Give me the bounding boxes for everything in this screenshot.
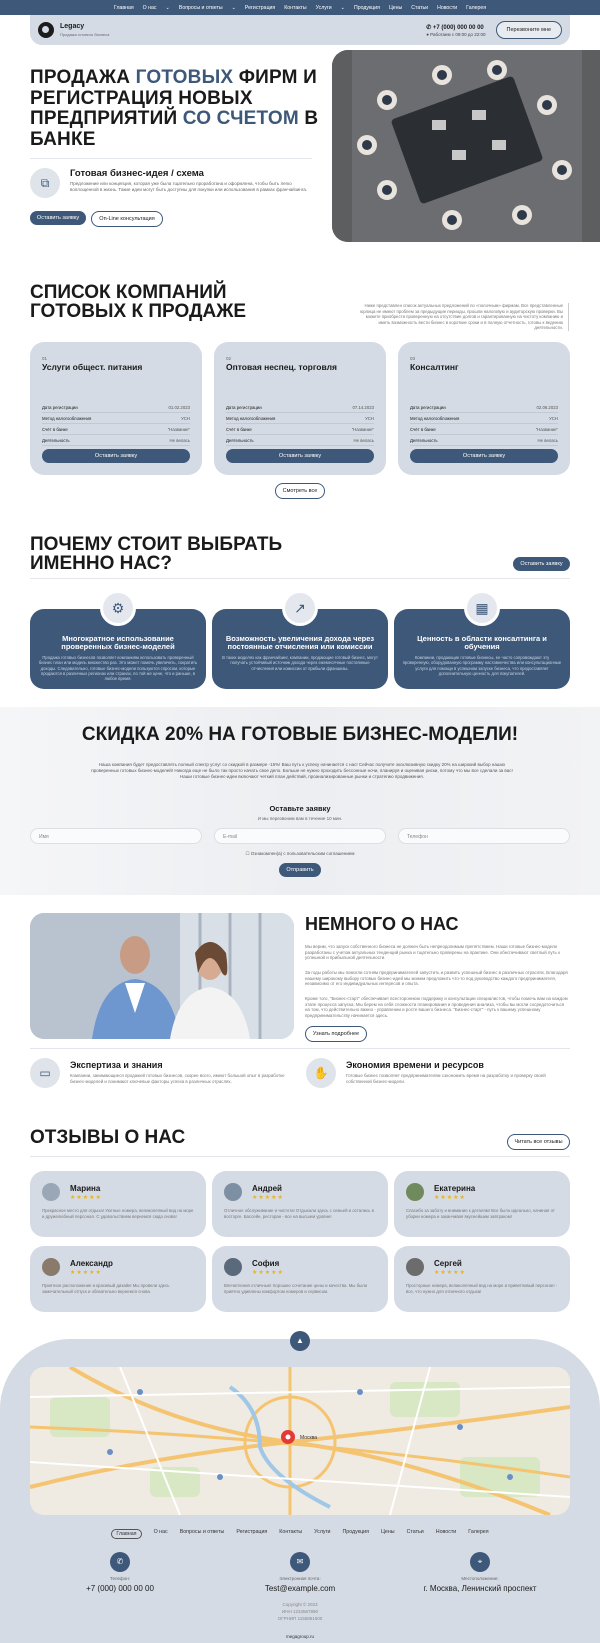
card-title: Оптовая неспец. торговля xyxy=(226,362,337,372)
avatar xyxy=(406,1183,424,1201)
about-title: НЕМНОГО О НАС xyxy=(305,914,459,934)
avatar xyxy=(224,1258,242,1276)
why-card-title: Многократное использование проверенных бизнес-моделей xyxy=(61,634,175,651)
footer-nav-item[interactable]: Регистрация xyxy=(236,1529,268,1535)
review-text: Отличное обслуживание и чистота! Отдыхали здесь с семьей и остались в восторге. Бассейн, ресторан - все на высшем уровне! xyxy=(224,1208,374,1219)
card-number: 01 xyxy=(42,356,48,361)
nav-item[interactable]: Продукция xyxy=(353,4,380,11)
review-card xyxy=(30,1171,206,1237)
email-input[interactable]: E-mail xyxy=(214,828,386,844)
review-card xyxy=(394,1246,570,1312)
star-rating: ★★★★★ xyxy=(70,1195,102,1201)
nav-item[interactable]: Вопросы и ответы xyxy=(178,4,223,11)
divider xyxy=(30,158,312,159)
chevron-up-icon[interactable]: ▲ xyxy=(296,1336,304,1345)
footer-nav-item[interactable]: Статьи xyxy=(406,1529,424,1535)
feature-desc: Компании, занимающиеся продажей готовых бизнесов, скорее всего, имеют большой опыт в разработке бизнес-моделей и понимают ключевые факторы успеха в различных отраслях. xyxy=(70,1073,285,1084)
gears-icon: ⚙ xyxy=(100,590,136,626)
card-row xyxy=(42,427,190,435)
map[interactable] xyxy=(30,1367,570,1515)
about-photo xyxy=(30,913,294,1039)
why-order-button[interactable]: Оставить заявку xyxy=(513,557,570,571)
copyright xyxy=(0,1601,600,1622)
card-row-label: Метод налогообложения xyxy=(42,416,92,421)
nav-item[interactable]: Регистрация xyxy=(244,4,276,11)
location-pin-icon[interactable]: ⌖ xyxy=(470,1552,490,1572)
why-card-desc: В таких моделях как франчайзинг, компании, продающие готовый бизнес, могут получать устойчивый источник дохода через ежемесячные постоянные отчисления или комиссии от прибыли франшизы. xyxy=(222,655,378,671)
card-row-label: Счёт в банке xyxy=(42,427,68,432)
brand xyxy=(60,23,109,37)
hero-title-accent: ГОТОВЫХ xyxy=(135,67,234,88)
feature-economy xyxy=(306,1058,571,1088)
company-card xyxy=(398,342,570,475)
mail-icon[interactable]: ✉ xyxy=(290,1552,310,1572)
scroll-up-button[interactable] xyxy=(290,1331,310,1351)
card-row-label: Дата регистрации xyxy=(226,405,262,410)
copyright-line: Copyright © 2023 xyxy=(282,1602,318,1607)
footer-nav-item[interactable]: Главная xyxy=(111,1529,141,1539)
review-card xyxy=(212,1171,388,1237)
card-row xyxy=(410,405,558,413)
work-hours: Работаем с 09:00 до 22:00 xyxy=(430,31,486,37)
card-title: Услуги общест. питания xyxy=(42,362,143,372)
card-row xyxy=(226,438,374,446)
review-name: Сергей xyxy=(434,1259,462,1268)
hero-title-part: В БАНКЕ xyxy=(30,108,319,150)
agree-checkbox[interactable] xyxy=(0,851,600,857)
feature-expertise xyxy=(30,1058,295,1088)
star-rating: ★★★★★ xyxy=(252,1195,284,1201)
promo-description: Наша компания будет предоставлять полный спектр услуг со скидкой в размере -15%! Ваш путь к успеху начинается с нас! Сейчас получите эксклюзивную скидку 20% на широкий выбор наших проверенных готовых бизнес-моделей! Никогда еще не было так просто начать свое дело. Больше не нужно проходить бессонные ночи, планируя и оценивая риски, потому что мы все сделали за вас! Наши готовые бизнес-идеи включают четкий план действий, проанализированные рынки и стратегию продвижения. xyxy=(91,762,513,779)
hero-consult-button[interactable]: On-Line консультация xyxy=(91,211,163,227)
agree-label: Ознакомлен(а) с пользовательским соглашением xyxy=(250,851,355,856)
all-reviews-button[interactable]: Читать все отзывы xyxy=(507,1134,570,1150)
card-row xyxy=(410,416,558,424)
card-number: 03 xyxy=(410,356,416,361)
callback-button[interactable]: Перезвоните мне xyxy=(496,21,562,39)
card-row xyxy=(226,416,374,424)
card-row xyxy=(42,438,190,446)
card-row-label: Дата регистрации xyxy=(410,405,446,410)
why-card-desc: Компании, продающие готовые бизнесы, ее часто сопровождают эту проверенную, оборудованную программу наставничества или консультационные услуги для помощи в успешном запуске бизнеса, что предоставляет дополнительную ценность для покупателей. xyxy=(402,655,562,676)
footer-phone xyxy=(30,1552,210,1593)
avatar xyxy=(406,1258,424,1276)
handshake-icon: ✋ xyxy=(306,1058,336,1088)
review-text: Спасибо за заботу и внимание к деталям! Все было идеально, начиная от уборки номера и заканчивая вкуснейшим завтраком! xyxy=(406,1208,555,1219)
hero-subtitle: Готовая бизнес-идея / схема xyxy=(70,168,204,179)
card-order-button[interactable]: Оставить заявку xyxy=(410,449,558,463)
why-card-title: Возможность увеличения дохода через постоянные отчисления или комиссии xyxy=(225,634,375,651)
promo-title: СКИДКА 20% НА ГОТОВЫЕ БИЗНЕС-МОДЕЛИ! xyxy=(81,724,519,745)
footer-nav-item[interactable]: Услуги xyxy=(314,1529,331,1535)
footer-nav xyxy=(0,1529,600,1539)
card-row xyxy=(226,427,374,435)
nav-item[interactable]: Услуги xyxy=(315,4,332,11)
promo-form-title xyxy=(0,804,600,821)
chevron-down-icon[interactable]: ⌄ xyxy=(231,4,236,11)
list-title: СПИСОК КОМПАНИЙ ГОТОВЫХ К ПРОДАЖЕ xyxy=(30,282,247,322)
review-name: Марина xyxy=(70,1184,101,1193)
footer-nav-item[interactable]: Цены xyxy=(380,1529,395,1535)
hero-order-button[interactable]: Оставить заявку xyxy=(30,211,86,225)
card-row xyxy=(410,427,558,435)
logo-icon[interactable] xyxy=(38,22,54,38)
reviews-title: ОТЗЫВЫ О НАС xyxy=(30,1127,186,1148)
form-title: Оставьте заявку xyxy=(269,804,331,813)
nav-item[interactable]: Цены xyxy=(388,4,403,11)
footer-email xyxy=(210,1552,390,1593)
review-text: Прекрасное место для отдыха! Уютные номера, великолепный вид на море и дружелюбный персонал. С удовольствием вернемся сюда снова! xyxy=(42,1208,194,1219)
footer-nav-item[interactable]: Контакты xyxy=(279,1529,303,1535)
feature-title: Экспертиза и знания xyxy=(70,1060,163,1070)
hero-title-accent: СО СЧЕТОМ xyxy=(182,108,299,129)
card-row xyxy=(42,405,190,413)
form-subtitle: И мы перезвоним вам в течение 10 мин. xyxy=(257,816,343,821)
inn-line: ИНН 1234567890 xyxy=(281,1609,318,1614)
header-bar xyxy=(30,15,570,45)
about-paragraph: За годы работы мы помогли сотням предпринимателей запустить и развить успешный бизнес в различных отраслях. Благодаря нашему широкому выбору готовых бизнес-идей мы можем предложить что-то под руководство каждого предпринимателя, независимо от его индивидуальных интересов и опыта. xyxy=(305,970,568,987)
company-card xyxy=(214,342,386,475)
company-card xyxy=(30,342,202,475)
ogrn-line: ОГРНИП 1155861500 xyxy=(277,1616,323,1621)
divider xyxy=(30,578,570,579)
growth-icon: ↗ xyxy=(282,590,318,626)
review-name: Екатерина xyxy=(434,1184,476,1193)
review-text: Приятное расположение и красивый дизайн! Мы провели здесь замечательный отпуск и обязательно вернемся снова. xyxy=(42,1283,170,1294)
review-card xyxy=(394,1171,570,1237)
footer-label: Местоположение: xyxy=(461,1576,499,1581)
map-city-label: Москва xyxy=(300,1435,318,1441)
hero-description: Предложение или концепция, которая уже была тщательно проработана и оформлена, чтобы быть легко воплощенной в жизнь. Такие идеи могут быть доступны для покупки или использования в рамках франчайзинга. xyxy=(70,181,308,192)
nav-item[interactable]: О нас xyxy=(142,4,157,11)
footer-nav-item[interactable]: Вопросы и ответы xyxy=(179,1529,225,1535)
brand-name: Legacy xyxy=(60,23,85,30)
feature-title: Экономия времени и ресурсов xyxy=(346,1060,484,1070)
header-phone[interactable] xyxy=(426,24,485,37)
review-card xyxy=(30,1246,206,1312)
name-input[interactable]: Имя xyxy=(30,828,202,844)
divider xyxy=(30,1048,570,1049)
chart-icon: ▦ xyxy=(464,590,500,626)
card-row-value: "Название" xyxy=(351,427,374,432)
list-description: Ниже представлен список актуальных предложений по «полочным» фирмам. Все представленные юрлица не имеют проблем за предыдущие периоды, прошли налоговую и аудиторскую проверки. Вы можете приобрести проверенную на отсутствие долгов и гарантированную на чистоту компанию и иметь возможность вести бизнес в короткие сроки и в полную отчетность, готовы к ведению деятельности. xyxy=(354,303,569,331)
nav-item[interactable]: Галерея xyxy=(466,4,487,11)
review-name: Александр xyxy=(70,1259,113,1268)
submit-button[interactable]: Отправить xyxy=(279,863,321,877)
card-title: Консалтинг xyxy=(410,362,459,372)
footer-label: Электронная почта: xyxy=(279,1576,321,1581)
card-row-value: Не велась xyxy=(537,438,558,443)
card-number: 02 xyxy=(226,356,232,361)
card-row xyxy=(226,405,374,413)
footer-nav-item[interactable]: Новости xyxy=(435,1529,457,1535)
card-row-value: 07.14.2023 xyxy=(352,405,374,410)
nav-item[interactable]: Контакты xyxy=(284,4,307,11)
hero-title-part: ФИРМ И РЕГИСТРАЦИЯ НОВЫХ ПРЕДПРИЯТИЙ xyxy=(30,67,317,129)
hero-photo xyxy=(332,50,600,242)
card-row-label: Счёт в банке xyxy=(226,427,252,432)
card-row-value: УСН xyxy=(181,416,190,421)
footer-value[interactable]: Test@example.com xyxy=(264,1584,336,1593)
avatar xyxy=(224,1183,242,1201)
card-row-value: Не велась xyxy=(353,438,374,443)
card-row-value: УСН xyxy=(549,416,558,421)
card-row-label: Метод налогообложения xyxy=(226,416,276,421)
footer-nav-item[interactable]: О нас xyxy=(153,1529,168,1535)
footer-value: г. Москва, Ленинский проспект xyxy=(423,1584,537,1593)
card-row-value: УСН xyxy=(365,416,374,421)
review-text: Просторные номера, великолепный вид на море и приветливый персонал - все, что нужно для отличного отдыха! xyxy=(406,1283,558,1294)
about-paragraph: Кроме того, "Бизнес-старт" обеспечивает всестороннюю поддержку и консультации специалистов, чтобы помочь вам на каждом этапе процесса запуска. Мы берем на себя сложности планирования и проведения анализа, чтобы вы могли сосредоточиться на том, что действительно важно - управлении и росте вашего бизнеса. "Бизнес-старт" - путь к вашему успешному предпринимательству начинается здесь. xyxy=(305,996,568,1018)
avatar xyxy=(42,1258,60,1276)
card-row-label: Деятельность xyxy=(42,438,70,443)
star-rating: ★★★★★ xyxy=(434,1195,466,1201)
phone-input[interactable]: Телефон xyxy=(398,828,570,844)
star-rating: ★★★★★ xyxy=(252,1270,284,1276)
divider xyxy=(30,1156,570,1157)
card-row-value: 02.06.2023 xyxy=(536,405,558,410)
footer-value[interactable]: +7 (000) 000 00 00 xyxy=(86,1584,154,1593)
nav-item[interactable]: Статьи xyxy=(411,4,429,11)
chevron-down-icon[interactable]: ⌄ xyxy=(165,4,170,11)
why-card-desc: Продажа готовых бизнесов позволяет компаниям использовать проверенный бизнес план или модель множество раз. Это может помочь увеличить, сократить доходы. Следовательно, готовые бизнес-модели пользуются спросом, которые продаются в различных регионах или странах, по той же цене, что и раньше, в любое время. xyxy=(38,655,198,682)
card-row-label: Деятельность xyxy=(410,438,438,443)
show-all-button[interactable]: Смотреть все xyxy=(275,483,325,499)
card-row-label: Дата регистрации xyxy=(42,405,78,410)
phone-icon[interactable]: ✆ xyxy=(110,1552,130,1572)
more-button[interactable]: Узнать подробнее xyxy=(305,1026,367,1042)
about-paragraph: Мы верим, что запуск собственного бизнеса не должен быть непреодолимым препятствием. Наши готовые бизнес-модели разработаны с учетом актуальных тенденций рынка и тщательно проверены на практике. Они обеспечивают светлый путь к успешной и прибыльной деятельности. xyxy=(305,944,560,961)
card-order-button[interactable]: Оставить заявку xyxy=(42,449,190,463)
top-nav xyxy=(0,0,600,15)
card-row-value: "Название" xyxy=(167,427,190,432)
footer-address xyxy=(390,1552,570,1593)
card-row-label: Счёт в банке xyxy=(410,427,436,432)
hero-title xyxy=(30,68,320,150)
star-rating: ★★★★★ xyxy=(434,1270,466,1276)
site-link[interactable]: megagroup.ru xyxy=(285,1634,315,1639)
hero-title-part: ПРОДАЖА xyxy=(30,67,136,88)
footer-label: Телефон: xyxy=(110,1576,130,1581)
phone-number: +7 (000) 000 00 00 xyxy=(432,24,484,31)
chevron-down-icon[interactable]: ⌄ xyxy=(340,4,345,11)
brand-tagline: Продажа готового бизнеса xyxy=(60,32,110,37)
footer-nav-item[interactable]: Галерея xyxy=(468,1529,489,1535)
review-card xyxy=(212,1246,388,1312)
card-order-button[interactable]: Оставить заявку xyxy=(226,449,374,463)
phone-icon: ✆ xyxy=(426,24,433,31)
card-row-label: Деятельность xyxy=(226,438,254,443)
nav-item[interactable]: Главная xyxy=(113,4,134,11)
feature-desc: Готовые бизнес позволяет предпринимателям сэкономить время на разработку и проверку своей собственной бизнес-модели. xyxy=(346,1073,546,1084)
card-row-label: Метод налогообложения xyxy=(410,416,460,421)
footer-nav-item[interactable]: Продукция xyxy=(342,1529,369,1535)
review-name: Андрей xyxy=(252,1184,282,1193)
card-row-value: 01.02.2023 xyxy=(168,405,190,410)
card-row xyxy=(410,438,558,446)
status-dot-icon: ● xyxy=(426,31,431,37)
nav-item[interactable]: Новости xyxy=(437,4,458,11)
card-row-value: "Название" xyxy=(535,427,558,432)
star-rating: ★★★★★ xyxy=(70,1270,102,1276)
review-text: Впечатления отличные! Хорошее сочетание цены и качества. Мы были приятно удивлены комфортом номеров и сервисом. xyxy=(224,1283,368,1294)
why-title: ПОЧЕМУ СТОИТ ВЫБРАТЬ ИМЕННО НАС? xyxy=(30,534,283,574)
card-row-value: Не велась xyxy=(169,438,190,443)
review-name: София xyxy=(252,1259,280,1268)
checkbox-icon[interactable]: ☐ xyxy=(245,851,251,856)
monitor-icon: ▭ xyxy=(30,1058,60,1088)
card-row xyxy=(42,416,190,424)
avatar xyxy=(42,1183,60,1201)
why-card-title: Ценность в области консалтинга и обучения xyxy=(417,634,547,651)
puzzle-icon: ⧉ xyxy=(30,168,60,198)
